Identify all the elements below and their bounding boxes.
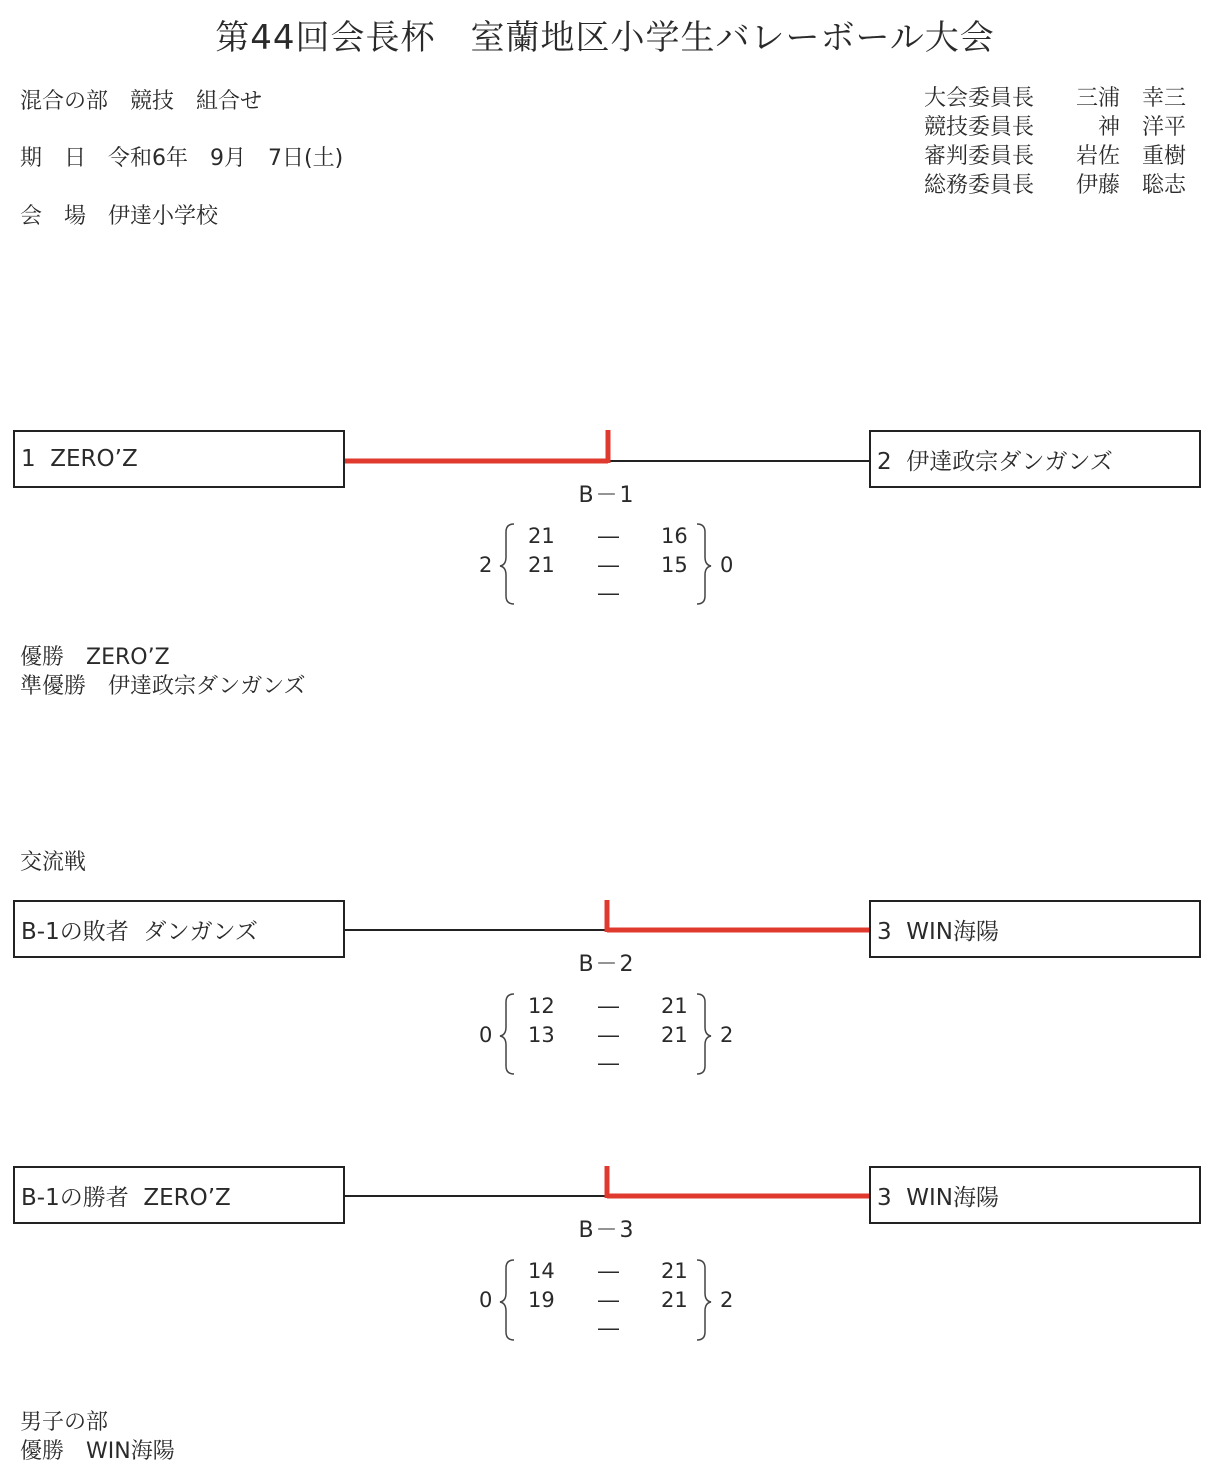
match2-set2-right: 21 [661, 1023, 688, 1047]
match3-set2-left: 19 [528, 1288, 555, 1312]
match1-set2-left: 21 [528, 553, 555, 577]
match3-set3-sep: ― [598, 1316, 619, 1340]
match2-left-total: 0 [479, 1023, 493, 1047]
official-name: 岩佐 重樹 [1075, 144, 1186, 169]
match2-set2-left: 13 [528, 1023, 555, 1047]
match2-right-brace [697, 994, 711, 1074]
match1-right-brace [697, 524, 711, 604]
match1-set2-sep: ― [598, 553, 619, 577]
match1-set1-left: 21 [528, 524, 555, 548]
match2-set2-sep: ― [598, 1023, 619, 1047]
match3-set1-sep: ― [598, 1259, 619, 1283]
official-role: 審判委員長 [924, 144, 1035, 169]
match2-set1-left: 12 [528, 994, 555, 1018]
match2-label: B－2 [578, 952, 636, 977]
runner-up-text: 準優勝 伊達政宗ダンガンズ [20, 674, 306, 699]
official-role: 総務委員長 [924, 173, 1035, 198]
match2-right-team: 3 WIN海陽 [869, 900, 1201, 958]
division-line: 混合の部 競技 組合せ [20, 89, 263, 114]
match3-left-team: B-1の勝者 ZERO’Z [13, 1166, 345, 1224]
match3-right-total: 2 [720, 1288, 734, 1312]
official-name: 伊藤 聡志 [1075, 173, 1186, 198]
venue-line: 会 場 伊達小学校 [20, 204, 219, 229]
match2-set3-sep: ― [598, 1051, 619, 1075]
official-name: 三浦 幸三 [1075, 86, 1186, 111]
match1-left-team: 1 ZERO’Z [13, 430, 345, 488]
date-line: 期 日 令和6年 9月 7日(土) [20, 146, 344, 171]
match2-set1-sep: ― [598, 994, 619, 1018]
match1-set2-right: 15 [661, 553, 688, 577]
match3-set2-right: 21 [661, 1288, 688, 1312]
champion-text: 優勝 ZERO’Z [20, 645, 170, 670]
match1-left-brace [500, 524, 514, 604]
official-name: 神 洋平 [1097, 115, 1186, 140]
match3-set1-left: 14 [528, 1259, 555, 1283]
match1-label: B－1 [578, 483, 636, 508]
match3-set1-right: 21 [661, 1259, 688, 1283]
match2-left-brace [500, 994, 514, 1074]
boys-heading: 男子の部 [20, 1410, 109, 1435]
match1-set1-sep: ― [598, 524, 619, 548]
match1-right-total: 0 [720, 553, 734, 577]
match1-left-total: 2 [479, 553, 493, 577]
match1-set1-right: 16 [661, 524, 688, 548]
match3-right-team: 3 WIN海陽 [869, 1166, 1201, 1224]
match2-left-team: B-1の敗者 ダンガンズ [13, 900, 345, 958]
match3-right-brace [697, 1260, 711, 1340]
boys-champion-text: 優勝 WIN海陽 [20, 1439, 175, 1464]
match2-set1-right: 21 [661, 994, 688, 1018]
match1-right-team: 2 伊達政宗ダンガンズ [869, 430, 1201, 488]
match1-set3-sep: ― [598, 581, 619, 605]
match2-right-total: 2 [720, 1023, 734, 1047]
page-title: 第44回会長杯 室蘭地区小学生バレーボール大会 [215, 18, 995, 58]
exchange-heading: 交流戦 [20, 850, 87, 875]
official-role: 大会委員長 [924, 86, 1035, 111]
match3-set2-sep: ― [598, 1288, 619, 1312]
official-role: 競技委員長 [924, 115, 1035, 140]
match3-left-brace [500, 1260, 514, 1340]
match3-label: B－3 [578, 1218, 636, 1243]
match3-left-total: 0 [479, 1288, 493, 1312]
